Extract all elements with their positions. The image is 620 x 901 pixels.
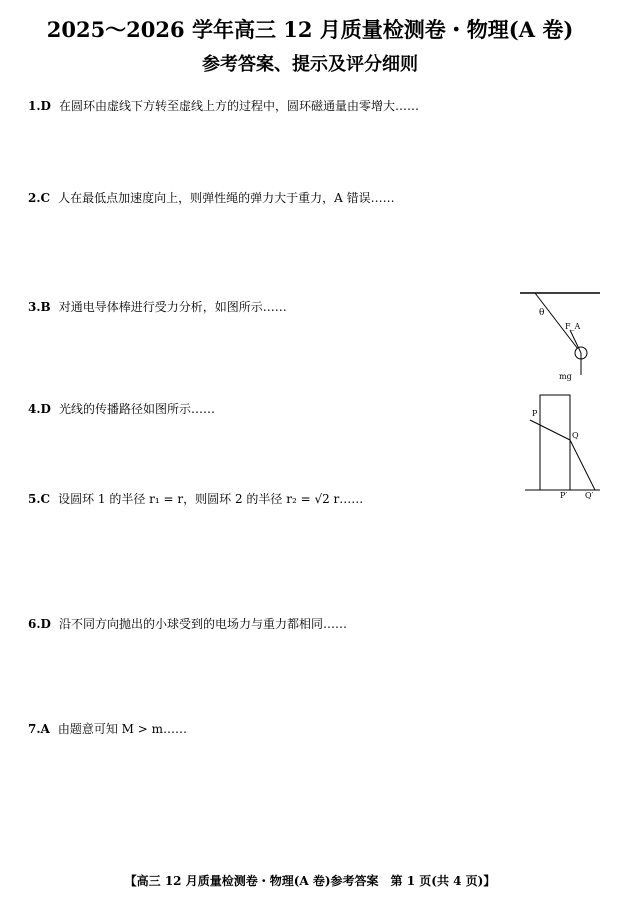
question-4 — [28, 398, 504, 420]
question-text: 沿不同方向抛出的小球受到的电场力与重力都相同…… — [58, 617, 347, 631]
question-text: 人在最低点加速度向上，则弹性绳的弹力大于重力，A 错误…… — [58, 191, 395, 205]
question-answer: A — [40, 722, 50, 736]
question-number: 1. — [28, 99, 41, 113]
question-number: 5. — [28, 492, 41, 506]
question-1 — [28, 95, 594, 117]
question-text: 设圆环 1 的半径 r₁ = r，则圆环 2 的半径 r₂ = √2 r…… — [58, 492, 364, 506]
question-6 — [28, 613, 594, 635]
glass-block — [540, 395, 570, 490]
question-answer: D — [40, 402, 51, 416]
figure-q4 — [520, 390, 605, 500]
question-5 — [28, 488, 594, 510]
question-answer: B — [40, 300, 51, 314]
question-number: 3. — [28, 300, 41, 314]
page-subtitle: 参考答案、提示及评分细则 — [202, 54, 418, 75]
force-label: F_A — [565, 322, 581, 331]
question-2 — [28, 187, 594, 209]
question-text: 由题意可知 M > m…… — [57, 722, 188, 736]
page-footer: 【高三 12 月质量检测卷・物理(A 卷)参考答案 第 1 页(共 4 页)】 — [124, 874, 496, 888]
question-text: 光线的传播路径如图所示…… — [58, 402, 215, 416]
q-label: Q — [572, 431, 579, 440]
pp-label: P′ — [560, 491, 568, 500]
p-label: P — [532, 409, 538, 418]
question-answer: D — [40, 99, 51, 113]
question-number: 7. — [28, 722, 41, 736]
question-answer: C — [40, 492, 51, 506]
question-number: 6. — [28, 617, 41, 631]
theta-label: θ — [539, 308, 545, 318]
weight-label: mg — [559, 372, 572, 381]
question-number: 4. — [28, 402, 41, 416]
figure-q3 — [515, 285, 605, 385]
ray-in — [530, 420, 570, 440]
page-title: 2025～2026 学年高三 12 月质量检测卷・物理(A 卷) — [46, 17, 574, 42]
ray-out — [570, 440, 595, 490]
question-text: 在圆环由虚线下方转至虚线上方的过程中，圆环磁通量由零增大…… — [58, 99, 419, 113]
question-answer: C — [40, 191, 51, 205]
question-number: 2. — [28, 191, 41, 205]
question-answer: D — [40, 617, 51, 631]
question-text: 对通电导体棒进行受力分析，如图所示…… — [58, 300, 287, 314]
qq-label: Q′ — [585, 491, 594, 500]
question-3 — [28, 296, 504, 318]
question-7 — [28, 718, 594, 740]
